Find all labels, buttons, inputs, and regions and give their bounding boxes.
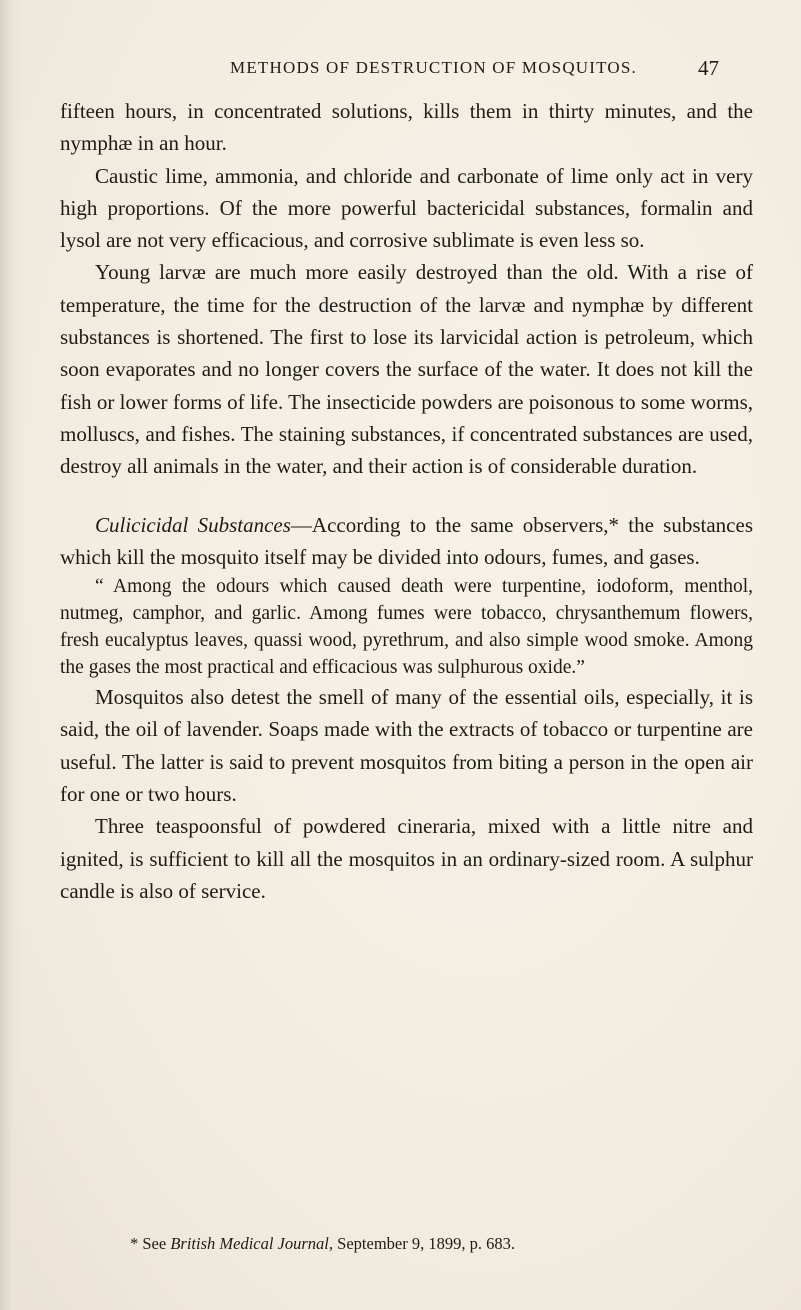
footnote-prefix: See [142, 1234, 167, 1253]
block-quote: “ Among the odours which caused death were turpentine, iodoform, menthol, nutmeg, camphor, and garlic. Among fumes were tobacco, chrysanthemum flowers, fresh eucalyptus leaves, quassi wood, pyrethrum, and also simple wood smoke. Among the gases the most practical and efficacious was sulphurous oxide.” [60, 576, 753, 679]
paragraph-young-larvae: Young larvæ are much more easily destroyed than the old. With a rise of temperature, the time for the destruction of the larvæ and nymphæ by different substances is shortened. The first to lose its larvicidal action is petroleum, which soon evaporates and no longer covers the surface of the water. It does not kill the fish or lower forms of life. The insecticide powders are poisonous to some worms, molluscs, and fishes. The staining substances, if concentrated substances are used, destroy all animals in the water, and their action is of considerable duration. [60, 260, 753, 479]
footnote-source: British Medical Journal [170, 1234, 329, 1253]
culicicidal-text: —According to the same observers,* the substances which kill the mosquito itself may be divided into odours, fumes, and gases. [60, 512, 753, 569]
paragraph-continued: fifteen hours, in concentrated solutions, kills them in thirty minutes, and the nymphæ in an hour. [60, 99, 753, 156]
page-body [60, 95, 753, 907]
page-binding-shadow [0, 0, 22, 1310]
paragraph-culicicidal [60, 509, 753, 574]
section-heading-culicicidal: Culicicidal Substances [95, 512, 291, 537]
footnote [130, 1234, 750, 1254]
footnote-rest: , September 9, 1899, p. 683. [328, 1234, 515, 1253]
page-number: 47 [698, 56, 719, 80]
running-head: METHODS OF DESTRUCTION OF MOSQUITOS. [230, 58, 638, 77]
footnote-marker: * [130, 1234, 139, 1253]
paragraph-essential-oils: Mosquitos also detest the smell of many of the essential oils, especially, it is said, the oil of lavender. Soaps made with the extracts of tobacco or turpentine are useful. The latter is said to prevent mosquitos from biting a person in the open air for one or two hours. [60, 685, 753, 807]
paragraph-caustic-lime: Caustic lime, ammonia, and chloride and carbonate of lime only act in very high proportions. Of the more powerful bactericidal substances, formalin and lysol are not very efficacious, and corrosive sublimate is even less so. [60, 163, 753, 253]
paragraph-cineraria: Three teaspoonsful of powdered cineraria, mixed with a little nitre and ignited, is sufficient to kill all the mosquitos in an ordinary-sized room. A sulphur candle is also of service. [60, 814, 753, 903]
